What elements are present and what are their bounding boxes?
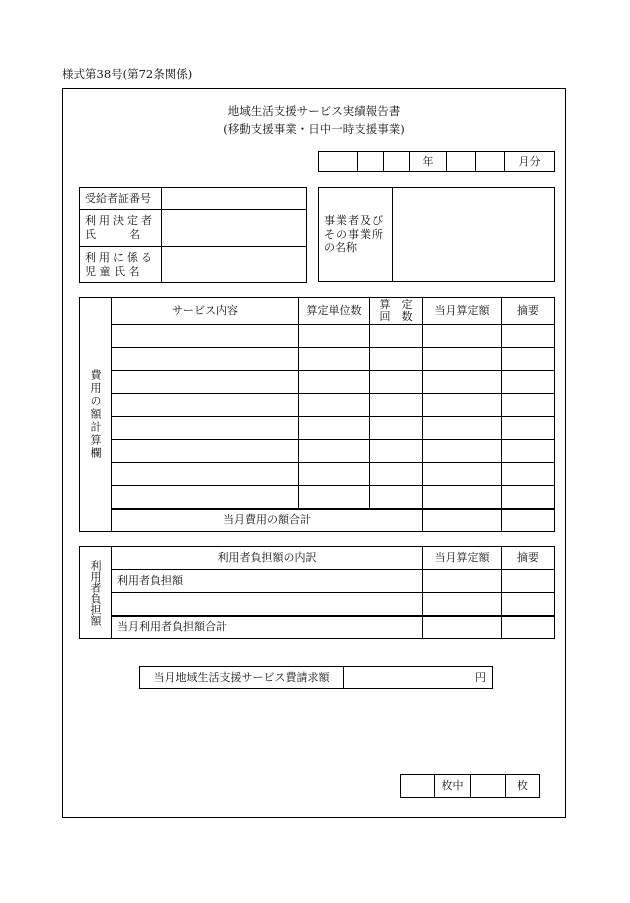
child-name-field[interactable] bbox=[162, 247, 307, 283]
count-cell[interactable] bbox=[370, 463, 423, 486]
burden-total-label: 当月利用者負担額合計 bbox=[112, 616, 423, 639]
service-cell[interactable] bbox=[112, 394, 299, 417]
cost-row bbox=[80, 486, 555, 509]
yen-unit: 円 bbox=[475, 670, 486, 684]
remarks-header: 摘要 bbox=[502, 298, 555, 325]
unit-cell[interactable] bbox=[299, 394, 370, 417]
unit-header: 算定単位数 bbox=[299, 298, 370, 325]
provider-table bbox=[318, 187, 555, 282]
cost-total-label: 当月費用の額合計 bbox=[112, 509, 423, 532]
burden-remarks-header: 摘要 bbox=[502, 547, 555, 570]
total-pages-field[interactable] bbox=[471, 775, 506, 798]
cost-side-label bbox=[80, 298, 112, 532]
burden-breakdown-header: 利用者負担額の内訳 bbox=[112, 547, 423, 570]
cost-table bbox=[79, 297, 555, 532]
decider-name-label bbox=[80, 210, 162, 247]
unit-cell[interactable] bbox=[299, 463, 370, 486]
burden-remarks-cell[interactable] bbox=[502, 570, 555, 593]
count-header-line1: 算 定 bbox=[379, 297, 413, 311]
service-cell[interactable] bbox=[112, 440, 299, 463]
amount-cell[interactable] bbox=[423, 371, 502, 394]
provider-label-line3: の名称 bbox=[324, 241, 357, 255]
cost-total-remarks-cell[interactable] bbox=[502, 509, 555, 532]
service-cell[interactable] bbox=[112, 348, 299, 371]
amount-cell[interactable] bbox=[423, 348, 502, 371]
amount-cell[interactable] bbox=[423, 463, 502, 486]
form-subtitle: (移動支援事業・日中一時支援事業) bbox=[223, 122, 405, 136]
amount-cell[interactable] bbox=[423, 486, 502, 509]
unit-cell[interactable] bbox=[299, 440, 370, 463]
cost-total-row bbox=[80, 509, 555, 532]
cost-total-amount-cell[interactable] bbox=[423, 509, 502, 532]
child-label-line2: 児 童 氏 名 bbox=[85, 264, 140, 278]
cost-side-text: 費用の額計算欄 bbox=[89, 369, 102, 460]
unit-cell[interactable] bbox=[299, 486, 370, 509]
remarks-cell[interactable] bbox=[502, 417, 555, 440]
cert-number-field[interactable] bbox=[162, 188, 307, 210]
count-cell[interactable] bbox=[370, 325, 423, 348]
burden-remarks-cell[interactable] bbox=[502, 593, 555, 616]
remarks-cell[interactable] bbox=[502, 486, 555, 509]
count-cell[interactable] bbox=[370, 348, 423, 371]
period-table bbox=[318, 151, 555, 172]
claim-amount-field[interactable] bbox=[344, 667, 493, 689]
unit-cell[interactable] bbox=[299, 325, 370, 348]
page-count-table bbox=[400, 774, 540, 798]
amount-cell[interactable] bbox=[423, 417, 502, 440]
service-cell[interactable] bbox=[112, 463, 299, 486]
page-number-field[interactable] bbox=[401, 775, 435, 798]
remarks-cell[interactable] bbox=[502, 348, 555, 371]
pages-end-label: 枚 bbox=[506, 775, 540, 798]
month-digit-cell[interactable] bbox=[447, 152, 476, 172]
burden-side-text: 利用者負担額 bbox=[89, 559, 102, 626]
cost-row bbox=[80, 394, 555, 417]
burden-row bbox=[80, 570, 555, 593]
burden-total-amount-cell[interactable] bbox=[423, 616, 502, 639]
count-cell[interactable] bbox=[370, 486, 423, 509]
count-cell[interactable] bbox=[370, 440, 423, 463]
unit-cell[interactable] bbox=[299, 417, 370, 440]
amount-cell[interactable] bbox=[423, 325, 502, 348]
provider-label-line1: 事業者及び bbox=[324, 213, 384, 227]
cost-row bbox=[80, 463, 555, 486]
year-digit-cell[interactable] bbox=[358, 152, 384, 172]
unit-cell[interactable] bbox=[299, 371, 370, 394]
burden-side-label bbox=[80, 547, 112, 639]
form-number: 様式第38号(第72条関係) bbox=[62, 67, 193, 81]
claim-label: 当月地域生活支援サービス費請求額 bbox=[140, 667, 344, 689]
cost-row bbox=[80, 348, 555, 371]
remarks-cell[interactable] bbox=[502, 325, 555, 348]
unit-cell[interactable] bbox=[299, 348, 370, 371]
amount-header: 当月算定額 bbox=[423, 298, 502, 325]
count-header-line2: 回 数 bbox=[379, 310, 413, 323]
month-unit-label: 月分 bbox=[505, 152, 555, 172]
amount-cell[interactable] bbox=[423, 394, 502, 417]
cost-row bbox=[80, 325, 555, 348]
remarks-cell[interactable] bbox=[502, 440, 555, 463]
burden-row bbox=[80, 593, 555, 616]
count-cell[interactable] bbox=[370, 394, 423, 417]
service-cell[interactable] bbox=[112, 325, 299, 348]
remarks-cell[interactable] bbox=[502, 463, 555, 486]
burden-total-remarks-cell[interactable] bbox=[502, 616, 555, 639]
child-label-line1: 利用に係る bbox=[85, 250, 155, 264]
service-header: サービス内容 bbox=[112, 298, 299, 325]
decider-label-line2: 氏 名 bbox=[85, 228, 140, 241]
burden-amount-header: 当月算定額 bbox=[423, 547, 502, 570]
decider-label-line1: 利用決定者 bbox=[85, 214, 155, 228]
remarks-cell[interactable] bbox=[502, 371, 555, 394]
year-digit-cell[interactable] bbox=[384, 152, 410, 172]
recipient-table bbox=[79, 187, 307, 283]
claim-table bbox=[139, 666, 493, 689]
cost-row bbox=[80, 440, 555, 463]
burden-table bbox=[79, 546, 555, 639]
pages-middle-label: 枚中 bbox=[435, 775, 471, 798]
cost-row bbox=[80, 371, 555, 394]
provider-name-field[interactable] bbox=[393, 188, 555, 282]
amount-cell[interactable] bbox=[423, 440, 502, 463]
form-title: 地域生活支援サービス実績報告書 bbox=[227, 104, 401, 118]
month-digit-cell[interactable] bbox=[476, 152, 505, 172]
remarks-cell[interactable] bbox=[502, 394, 555, 417]
decider-name-field[interactable] bbox=[162, 210, 307, 247]
era-cell[interactable] bbox=[319, 152, 358, 172]
burden-amount-cell[interactable] bbox=[423, 570, 502, 593]
burden-blank-cell[interactable] bbox=[112, 593, 423, 616]
burden-row-label: 利用者負担額 bbox=[112, 570, 423, 593]
provider-label bbox=[319, 188, 393, 282]
count-cell[interactable] bbox=[370, 417, 423, 440]
count-header bbox=[370, 298, 423, 325]
provider-label-line2: その事業所 bbox=[324, 227, 384, 241]
count-cell[interactable] bbox=[370, 371, 423, 394]
child-name-label bbox=[80, 247, 162, 283]
cert-number-label: 受給者証番号 bbox=[80, 188, 162, 210]
cost-row bbox=[80, 417, 555, 440]
service-cell[interactable] bbox=[112, 486, 299, 509]
service-cell[interactable] bbox=[112, 371, 299, 394]
burden-total-row bbox=[80, 616, 555, 639]
service-cell[interactable] bbox=[112, 417, 299, 440]
burden-amount-cell[interactable] bbox=[423, 593, 502, 616]
year-unit-label: 年 bbox=[410, 152, 447, 172]
